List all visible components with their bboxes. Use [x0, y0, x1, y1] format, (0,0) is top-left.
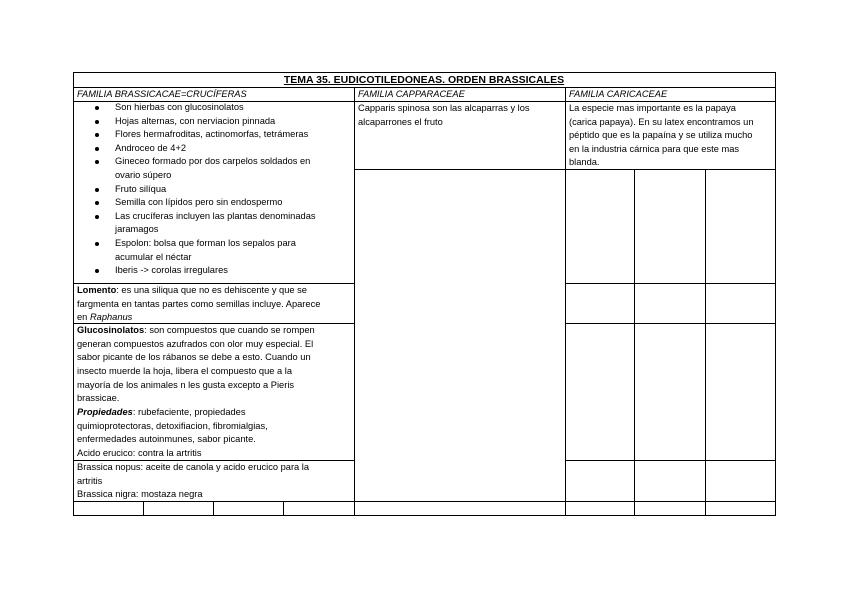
- table-right-border: [775, 72, 776, 516]
- lomento-line-3: en Raphanus: [77, 312, 133, 322]
- bullet-text: Flores hermafroditas, actinomorfas, tetrámeras: [115, 129, 309, 140]
- capparaceae-content-border: [354, 169, 565, 170]
- header-brassicaceae: FAMILIA BRASSICACAE=CRUCÍFERAS: [77, 89, 247, 99]
- column-divider-2: [565, 87, 566, 516]
- bullet-text: Las crucíferas incluyen las plantas denominadas: [115, 210, 316, 221]
- propiedades-line-1: Propiedades: rubefaciente, propiedades: [77, 407, 246, 417]
- page-title: TEMA 35. EUDICOTILEDONEAS. ORDEN BRASSICALES: [283, 74, 565, 86]
- bullet-dot-icon: [95, 106, 99, 110]
- acido-erucico-line: Acido erucico: contra la artritis: [77, 448, 202, 458]
- glucosinolatos-line-3: sabor picante de los rábanos se debe a esto. Cuando un: [77, 352, 311, 362]
- glucosinolatos-line-6: brassicae.: [77, 393, 120, 403]
- bullet-dot-icon: [95, 160, 99, 164]
- lomento-term: Lomento: [77, 285, 117, 295]
- row-border-1-right: [565, 283, 776, 284]
- bullet-dot-icon: [95, 242, 99, 246]
- table-left-border: [73, 72, 74, 516]
- lomento-line-2: fargmenta en tantas partes como semillas incluye. Aparece: [77, 299, 321, 309]
- glucosinolatos-line-1: Glucosinolatos: son compuestos que cuando se rompen: [77, 325, 315, 335]
- bullet-text: Son hierbas con glucosinolatos: [115, 102, 244, 112]
- bullet-item: [93, 237, 316, 264]
- bullet-text: ovario súpero: [115, 169, 172, 180]
- bullet-dot-icon: [95, 215, 99, 219]
- header-capparaceae: FAMILIA CAPPARACEAE: [358, 89, 465, 99]
- sub-divider-right-2: [705, 169, 706, 516]
- sub-divider-bottom-1: [143, 501, 144, 516]
- table-bottom-border: [73, 515, 776, 516]
- sub-divider-bottom-2: [213, 501, 214, 516]
- sub-divider-bottom-3: [283, 501, 284, 516]
- propiedades-line-2: quimioprotectoras, detoxifiacion, fibromialgias,: [77, 421, 268, 431]
- caricaceae-line-4: en la industria cárnica para que este mas: [569, 144, 740, 154]
- capparaceae-line-2: alcaparrones el fruto: [358, 117, 443, 127]
- bullet-text: Iberis -> corolas irregulares: [115, 265, 228, 276]
- caricaceae-line-1: La especie mas importante es la papaya: [569, 103, 736, 113]
- propiedades-line-3: enfermedades autoinmunes, sabor picante.: [77, 434, 256, 444]
- brassica-line-3: Brassica nigra: mostaza negra: [77, 489, 203, 499]
- sub-divider-right-1: [634, 169, 635, 516]
- column-divider-1: [354, 87, 355, 516]
- bullet-text: Hojas alternas, con nerviacion pinnada: [115, 115, 276, 126]
- bullet-text: Androceo de 4+2: [115, 142, 187, 153]
- capparaceae-line-1: Capparis spinosa son las alcaparras y los: [358, 103, 530, 113]
- bullet-dot-icon: [95, 269, 99, 273]
- row-border-3-right: [565, 460, 776, 461]
- bullet-item: [93, 183, 316, 197]
- glucosinolatos-line-5: mayoría de los animales n les gusta excepto a Pieris: [77, 380, 295, 390]
- bullet-item: [93, 115, 316, 129]
- raphanus-genus: Raphanus: [89, 312, 133, 322]
- bullet-dot-icon: [95, 133, 99, 137]
- bullet-item: [93, 196, 316, 210]
- propiedades-term: Propiedades: [77, 407, 133, 417]
- bullet-text: Fruto silíqua: [115, 183, 167, 194]
- bullet-item: [93, 101, 316, 115]
- bullet-text: Espolon: bolsa que forman los sepalos para: [115, 237, 296, 248]
- row-border-2-right: [565, 323, 776, 324]
- glucosinolatos-line-4: insecto muerde la hoja, libera el compuesto que a la: [77, 366, 292, 376]
- caricaceae-line-2: (carica papaya). En su latex encontramos un: [569, 117, 754, 127]
- bullet-item: [93, 128, 316, 142]
- caricaceae-line-5: blanda.: [569, 157, 600, 167]
- bullet-dot-icon: [95, 147, 99, 151]
- bullet-dot-icon: [95, 201, 99, 205]
- bullet-dot-icon: [95, 188, 99, 192]
- bullet-dot-icon: [95, 120, 99, 124]
- brassicaceae-bullet-list: [93, 101, 316, 278]
- bullet-text: Semilla con lípidos pero sin endospermo: [115, 197, 283, 208]
- header-caricaceae: FAMILIA CARICACEAE: [569, 89, 668, 99]
- caricaceae-line-3: péptido que es la papaína y se utiliza mucho: [569, 130, 753, 140]
- bullet-text: Gineceo formado por dos carpelos soldados en: [115, 156, 311, 167]
- bullet-text: acumular el néctar: [115, 251, 192, 262]
- bullet-text: jaramagos: [115, 224, 159, 235]
- bullet-item: [93, 155, 316, 182]
- bullet-item: [93, 210, 316, 237]
- bullet-item: [93, 142, 316, 156]
- glucosinolatos-term: Glucosinolatos: [77, 325, 145, 335]
- glucosinolatos-line-2: generan compuestos azufrados con olor muy especial. El: [77, 339, 314, 349]
- brassica-line-1: Brassica nopus: aceite de canola y acido erucico para la: [77, 462, 310, 472]
- brassica-line-2: artritis: [77, 476, 103, 486]
- bullet-item: [93, 264, 316, 278]
- lomento-line-1: Lomento: es una siliqua que no es dehiscente y que se: [77, 285, 307, 295]
